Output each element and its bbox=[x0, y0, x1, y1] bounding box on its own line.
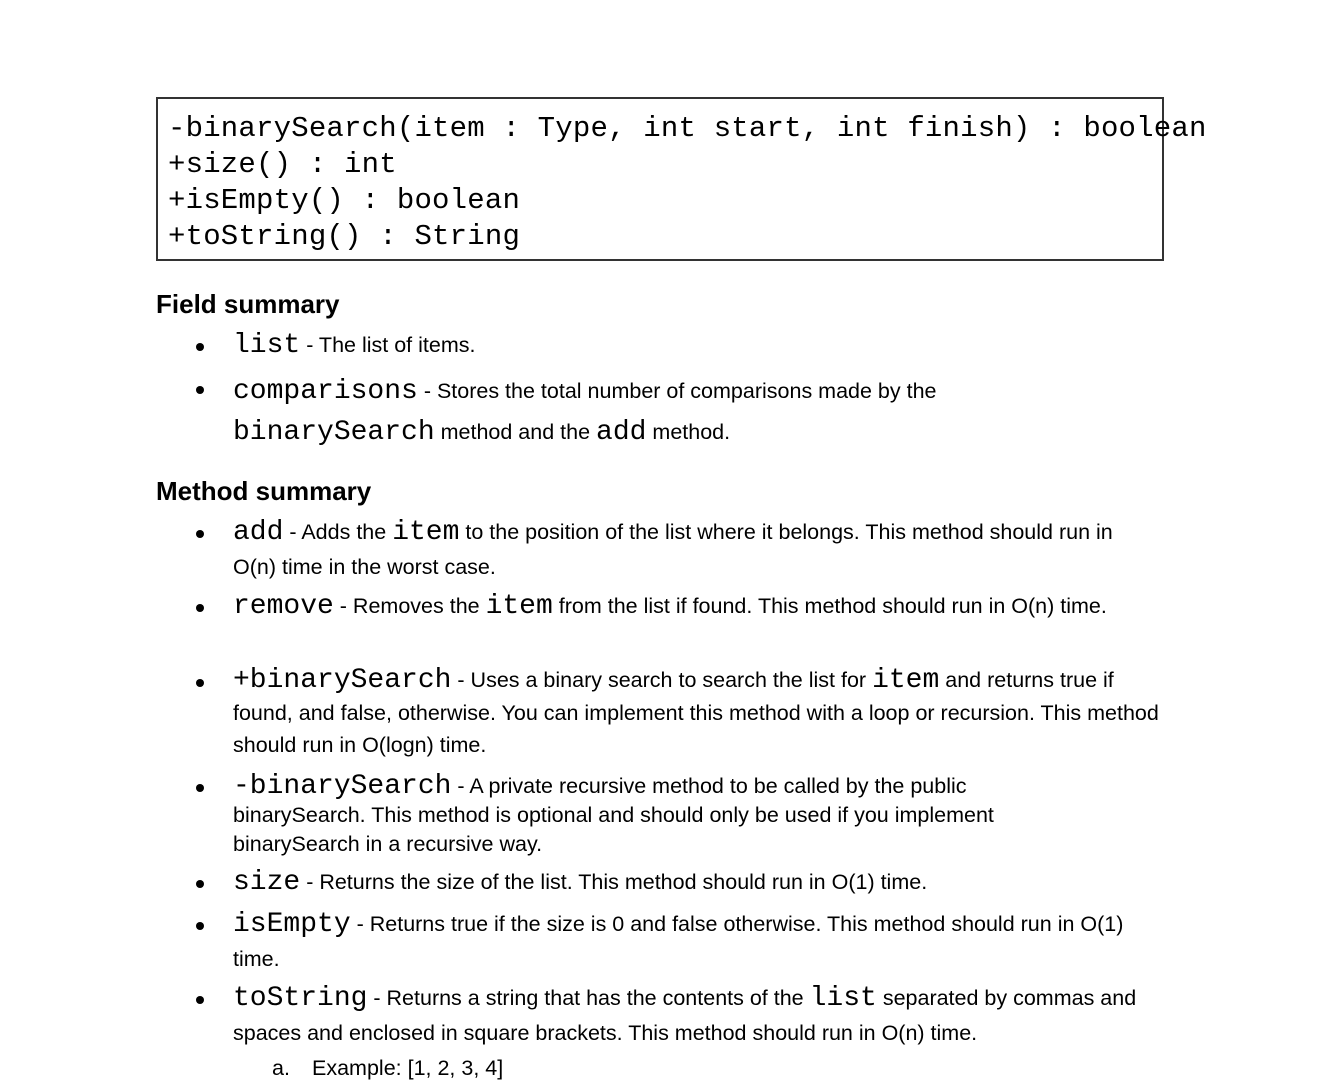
field-desc-list: - The list of items. bbox=[300, 333, 476, 357]
method-name-private-binary-search: -binarySearch bbox=[233, 771, 452, 802]
method-code-item: item bbox=[485, 591, 553, 622]
field-name-comparisons: comparisons bbox=[233, 376, 418, 407]
uml-line-to-string: +toString() : String bbox=[168, 220, 521, 253]
method-item-add bbox=[233, 515, 1138, 585]
method-code-item: item bbox=[872, 665, 940, 696]
field-desc-comparisons-2: method and the bbox=[434, 420, 597, 444]
method-item-remove bbox=[233, 589, 1133, 624]
method-item-to-string bbox=[233, 981, 1168, 1051]
example-marker: a. bbox=[272, 1056, 290, 1080]
to-string-example bbox=[272, 1053, 503, 1083]
method-name-remove: remove bbox=[233, 591, 334, 622]
field-code-binary-search: binarySearch bbox=[233, 417, 435, 448]
uml-line-private-binary-search: -binarySearch(item : Type, int start, int finish) : boolean bbox=[168, 112, 1207, 145]
field-item-comparisons bbox=[233, 371, 1033, 453]
uml-line-is-empty: +isEmpty() : boolean bbox=[168, 184, 521, 217]
method-desc-to-string-2: separated by commas and spaces and enclosed in square brackets. This method should run in O(n) time. bbox=[233, 986, 1137, 1045]
method-desc-size: - Returns the size of the list. This method should run in O(1) time. bbox=[300, 870, 928, 894]
method-desc-public-binary-search-1: - Uses a binary search to search the list for bbox=[451, 668, 873, 692]
method-desc-add-1: - Adds the bbox=[283, 520, 393, 544]
field-item-list bbox=[233, 328, 1168, 363]
method-desc-public-binary-search-2: and returns true if found, and false, otherwise. You can implement this method with a loop or recursion. This method should run in O(logn) time. bbox=[233, 668, 1159, 757]
method-item-public-binary-search bbox=[233, 664, 1168, 761]
method-name-size: size bbox=[233, 867, 301, 898]
uml-method-box bbox=[156, 97, 1207, 261]
method-code-item: item bbox=[392, 517, 460, 548]
method-item-private-binary-search bbox=[233, 772, 1093, 859]
method-summary-heading: Method summary bbox=[156, 476, 372, 506]
method-desc-is-empty: - Returns true if the size is 0 and false otherwise. This method should run in O(1) time. bbox=[233, 912, 1124, 971]
method-desc-add-2: to the position of the list where it belongs. This method should run in O(n) time in the worst case. bbox=[233, 520, 1113, 579]
method-desc-remove-2: from the list if found. This method should run in O(n) time. bbox=[552, 594, 1107, 618]
method-desc-to-string-1: - Returns a string that has the contents of the bbox=[367, 986, 810, 1010]
field-desc-comparisons-1: - Stores the total number of comparisons made by the bbox=[417, 379, 937, 403]
method-item-size bbox=[233, 865, 1168, 900]
field-desc-comparisons-3: method. bbox=[646, 420, 731, 444]
method-name-is-empty: isEmpty bbox=[233, 909, 351, 940]
example-text: Example: [1, 2, 3, 4] bbox=[312, 1056, 504, 1080]
field-name-list: list bbox=[233, 330, 301, 361]
method-name-add: add bbox=[233, 517, 284, 548]
field-code-add: add bbox=[596, 417, 647, 448]
method-item-is-empty bbox=[233, 907, 1163, 977]
method-desc-private-binary-search: - A private recursive method to be called by the public binarySearch. This method is optional and should only be used if you implement binarySearch in a recursive way. bbox=[233, 774, 994, 856]
method-code-list: list bbox=[809, 983, 877, 1014]
method-desc-remove-1: - Removes the bbox=[333, 594, 486, 618]
method-name-to-string: toString bbox=[233, 983, 368, 1014]
field-summary-heading: Field summary bbox=[156, 289, 340, 319]
method-name-public-binary-search: +binarySearch bbox=[233, 665, 452, 696]
uml-line-size: +size() : int bbox=[168, 148, 397, 181]
